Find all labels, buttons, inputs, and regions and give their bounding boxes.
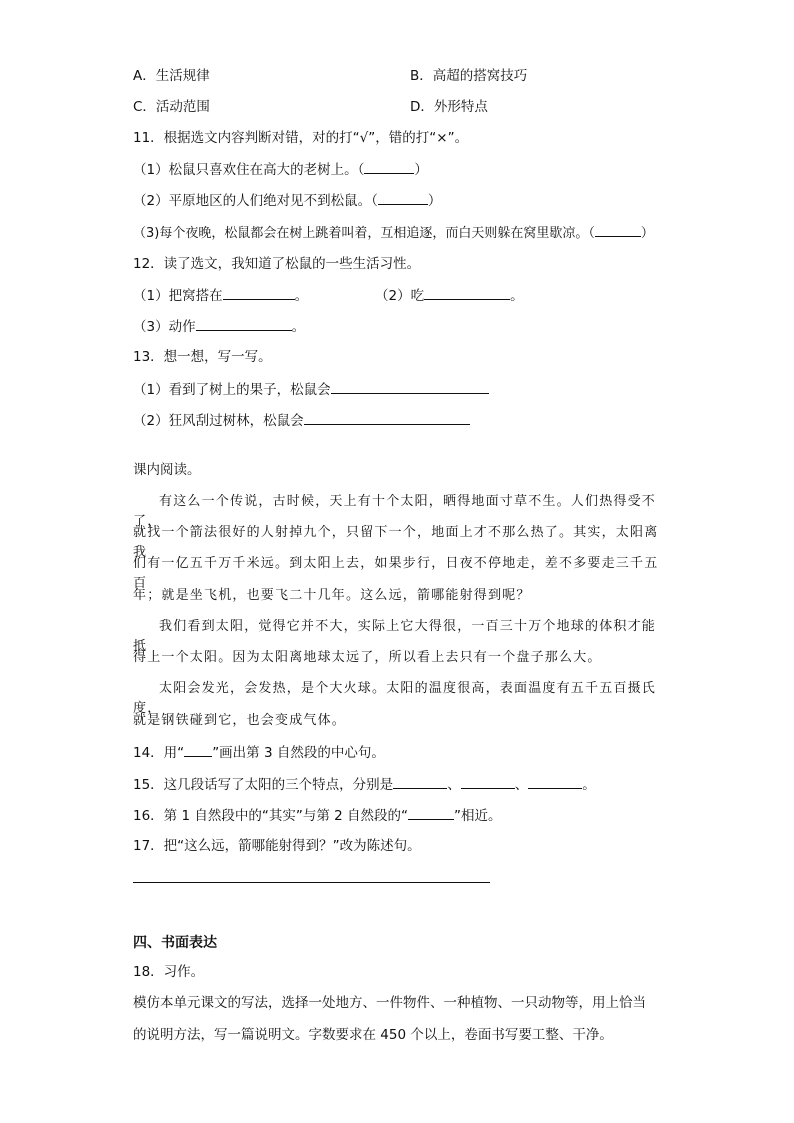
q18-body-line-2: 的说明方法，写一篇说明文。字数要求在 450 个以上，卷面书写要工整、干净。 xyxy=(133,1027,613,1043)
q11-prompt: 11．根据选文内容判断对错，对的打“√”，错的打“×”。 xyxy=(133,130,469,146)
q13-item-2 xyxy=(133,410,470,431)
passage-p2-line-2: 得上一个太阳。因为太阳离地球太远了，所以看上去只有一个盘子那么大。 xyxy=(133,650,602,665)
answer-blank[interactable] xyxy=(331,379,489,394)
passage-p3-line-1: 太阳会发光，会发热，是个大火球。太阳的温度很高，表面温度有五千五百摄氏度， xyxy=(133,681,657,716)
option-a: A．生活规律 xyxy=(133,68,210,84)
q12-item-1 xyxy=(133,285,308,306)
q14-text-a: 14．用“ xyxy=(133,745,185,761)
q13-item-1 xyxy=(133,379,489,400)
q11-item-2 xyxy=(133,190,441,211)
answer-blank[interactable] xyxy=(364,159,414,174)
option-b: B．高超的搭窝技巧 xyxy=(410,68,528,84)
section-title: 四、书面表达 xyxy=(133,935,217,951)
q13-item-1-text: （1）看到了树上的果子，松鼠会 xyxy=(133,382,331,398)
q18-body-line-1: 模仿本单元课文的写法，选择一处地方、一件物件、一种植物、一只动物等，用上恰当 xyxy=(133,995,646,1011)
answer-blank[interactable] xyxy=(393,774,447,789)
q15-sep: 、 xyxy=(514,777,529,793)
q12-period: 。 xyxy=(294,288,309,304)
q15-text: 15．这几段话写了太阳的三个特点，分别是 xyxy=(133,777,394,793)
option-d: D．外形特点 xyxy=(410,99,488,115)
q11-item-3-text: （3)每个夜晚，松鼠都会在树上跳着叫着，互相追逐，而白天则躲在窝里歇凉。（ xyxy=(133,226,595,241)
q12-period: 。 xyxy=(291,319,306,335)
passage-p1-line-4: 年；就是坐飞机，也要飞二十几年。这么远，箭哪能射得到呢？ xyxy=(133,588,531,603)
answer-blank[interactable] xyxy=(424,285,510,300)
q12-prompt: 12．读了选文，我知道了松鼠的一些生活习性。 xyxy=(133,256,421,272)
q13-item-2-text: （2）狂风刮过树林，松鼠会 xyxy=(133,413,304,429)
passage-p1-line-2: 就找一个箭法很好的人射掉九个，只留下一个，地面上才不那么热了。其实，太阳离我 xyxy=(133,525,659,560)
option-c: C．活动范围 xyxy=(133,99,210,115)
q11-item-1-text: （1）松鼠只喜欢住在高大的老树上。（ xyxy=(133,162,365,178)
passage-p1-line-3: 们有一亿五千万千米远。到太阳上去，如果步行，日夜不停地走，差不多要走三千五百 xyxy=(133,556,659,591)
passage-p2-line-1: 我们看到太阳，觉得它并不大，实际上它大得很，一百三十万个地球的体积才能抵 xyxy=(133,619,657,654)
underline-sample xyxy=(184,742,212,757)
q11-item-1 xyxy=(133,159,428,180)
q15 xyxy=(133,774,596,795)
q17: 17．把“这么远，箭哪能射得到？”改为陈述句。 xyxy=(133,838,421,854)
q16 xyxy=(133,805,502,826)
q13-prompt: 13．想一想，写一写。 xyxy=(133,349,272,365)
q12-period: 。 xyxy=(510,288,524,304)
q12-item-2-text: （2）吃 xyxy=(375,288,425,304)
q12-item-1-text: （1）把窝搭在 xyxy=(133,288,223,304)
q12-item-2 xyxy=(375,285,524,306)
passage-p1-line-1: 有这么一个传说，古时候，天上有十个太阳，晒得地面寸草不生。人们热得受不了， xyxy=(133,494,657,529)
reading-heading: 课内阅读。 xyxy=(133,462,201,478)
q11-item-2-close: ） xyxy=(427,193,442,209)
passage-p3-line-2: 就是钢铁碰到它，也会变成气体。 xyxy=(133,713,347,728)
answer-blank[interactable] xyxy=(196,316,292,331)
q11-item-3 xyxy=(133,222,654,244)
q15-sep: 、 xyxy=(447,777,461,793)
q14 xyxy=(133,742,385,763)
answer-blank[interactable] xyxy=(595,222,641,237)
answer-blank[interactable] xyxy=(378,190,428,205)
q15-end: 。 xyxy=(582,777,596,793)
q11-item-2-text: （2）平原地区的人们绝对见不到松鼠。（ xyxy=(133,193,378,209)
answer-blank[interactable] xyxy=(528,774,582,789)
q17-answer-line[interactable] xyxy=(133,882,490,883)
q11-item-3-close: ） xyxy=(640,226,654,241)
q16-text-a: 16．第 1 自然段中的“其实”与第 2 自然段的“ xyxy=(133,808,409,824)
q11-item-1-close: ） xyxy=(414,162,428,178)
q14-text-b: ”画出第 3 自然段的中心句。 xyxy=(212,745,385,761)
q12-item-3-text: （3）动作 xyxy=(133,319,196,335)
answer-blank[interactable] xyxy=(408,805,454,820)
answer-blank[interactable] xyxy=(223,285,295,300)
q12-item-3 xyxy=(133,316,305,337)
q16-text-b: ”相近。 xyxy=(454,808,502,824)
answer-blank[interactable] xyxy=(461,774,515,789)
q18: 18．习作。 xyxy=(133,964,205,980)
answer-blank[interactable] xyxy=(304,410,470,425)
